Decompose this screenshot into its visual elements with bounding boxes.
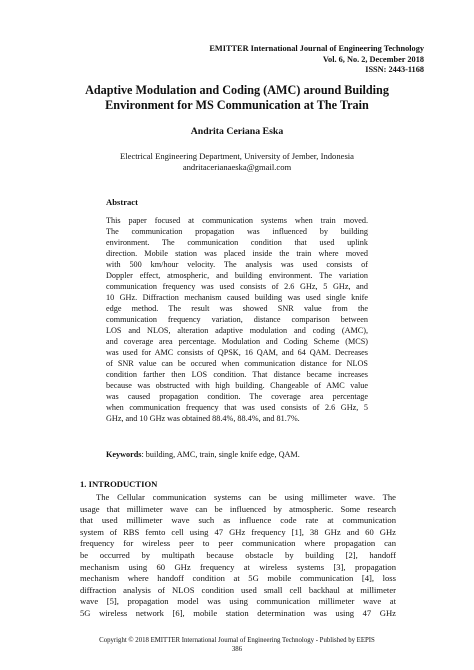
intro-line: mechanism where handoff condition at 5G mobile communication [4], loss <box>80 573 396 584</box>
abstract-line: condition farther then LOS condition. That distance became increases <box>106 370 368 379</box>
abstract-line: 10 GHz. Diffraction mechanism caused building was used single knife <box>106 293 368 302</box>
paper-title <box>50 83 424 113</box>
page-number: 386 <box>231 646 243 653</box>
abstract-line: edge method. The result was showed SNR value from the <box>106 304 368 313</box>
intro-line: 5G wireless network [6], mobile station determination was using 47 GHz <box>80 607 396 618</box>
introduction-body <box>80 492 396 620</box>
abstract-line: communication frequency was used consists of 2.6 GHz, 5 GHz, and <box>106 282 368 291</box>
journal-header <box>209 44 424 76</box>
abstract-line: and coverage area percentage. Modulation and Coding Scheme (MCS) <box>106 337 368 346</box>
journal-issn: ISSN: 2443-1168 <box>365 65 424 74</box>
abstract-line: Doppler effect, atmospheric, and building environment. The variation <box>106 271 368 280</box>
abstract-line: This paper focused at communication systems when train moved. <box>106 216 368 225</box>
journal-name: EMITTER International Journal of Engineering Technology <box>209 44 424 53</box>
paper-title-line-1: Adaptive Modulation and Coding (AMC) around Building <box>85 83 389 97</box>
author-name: Andrita Ceriana Eska <box>190 126 284 137</box>
abstract-line: when communication frequency that was used consists of 2.6 GHz, 5 <box>106 403 368 412</box>
intro-line: that used millimeter wave such as influence code rate at communication <box>80 515 396 526</box>
abstract-line: because was obstructed with high building. Changeable of AMC value <box>106 381 368 390</box>
intro-line: diffraction analysis of NLOS condition used small cell backhaul at millimeter <box>80 584 396 595</box>
journal-volume: Vol. 6, No. 2, December 2018 <box>322 54 424 64</box>
abstract-line: GHz, and 10 GHz was obtained 88.4%, 88.4%, and 81.7%. <box>106 414 300 423</box>
intro-line: be occurred by multipath because obstacle by building [2], handoff <box>80 549 396 560</box>
keywords <box>106 450 300 459</box>
intro-line: wave [5], propagation model was using communication millimeter wave at <box>80 596 396 607</box>
abstract-heading: Abstract <box>106 197 138 207</box>
copyright-notice: Copyright © 2018 EMITTER International Journal of Engineering Technology - Published by EEPIS <box>99 637 375 644</box>
abstract-line: environment. The communication condition that used uplink <box>106 238 368 247</box>
abstract-line: was used for AMC consists of QPSK, 16 QAM, and 64 QAM. Decreases <box>106 348 368 357</box>
abstract-line: The communication propagation was influenced by building <box>106 227 368 236</box>
abstract-line: with 500 km/hour velocity. The analysis was used consists of <box>106 260 368 269</box>
abstract-line: direction. Mobile station was placed inside the train where moved <box>106 249 368 258</box>
affiliation: Electrical Engineering Department, University of Jember, Indonesia <box>120 151 354 161</box>
author-email: andritacerianaeska@gmail.com <box>182 162 292 172</box>
intro-line: frequency for wireless peer to peer communication where propagation can <box>80 538 396 549</box>
abstract-line: LOS and NLOS, alteration adaptive modulation and coding (AMC), <box>106 326 368 335</box>
intro-line: usage that millimeter wave can be influenced by atmospheric. Some research <box>80 503 396 514</box>
keywords-label: Keywords <box>106 450 142 459</box>
abstract-line: of SNR value can be occured when communication distance for NLOS <box>106 359 368 368</box>
abstract-body <box>106 215 368 424</box>
intro-line: mechanism using 60 GHz frequency at wireless systems [3], propagation <box>80 561 396 572</box>
intro-line: The Cellular communication systems can be using millimeter wave. The <box>96 492 396 502</box>
paper-title-line-2: Environment for MS Communication at The Train <box>105 98 369 112</box>
abstract-line: was caused propagation condition. The coverage area percentage <box>106 392 368 401</box>
section-heading-introduction: 1. INTRODUCTION <box>80 479 158 489</box>
page-footer <box>0 636 474 654</box>
abstract-line: communication frequency variation, distance comparison between <box>106 315 368 324</box>
affiliation-block <box>50 151 424 173</box>
intro-line: system of RBS femto cell using 47 GHz frequency [1], 38 GHz and 60 GHz <box>80 526 396 537</box>
keywords-text: : building, AMC, train, single knife edge, QAM. <box>141 450 300 459</box>
